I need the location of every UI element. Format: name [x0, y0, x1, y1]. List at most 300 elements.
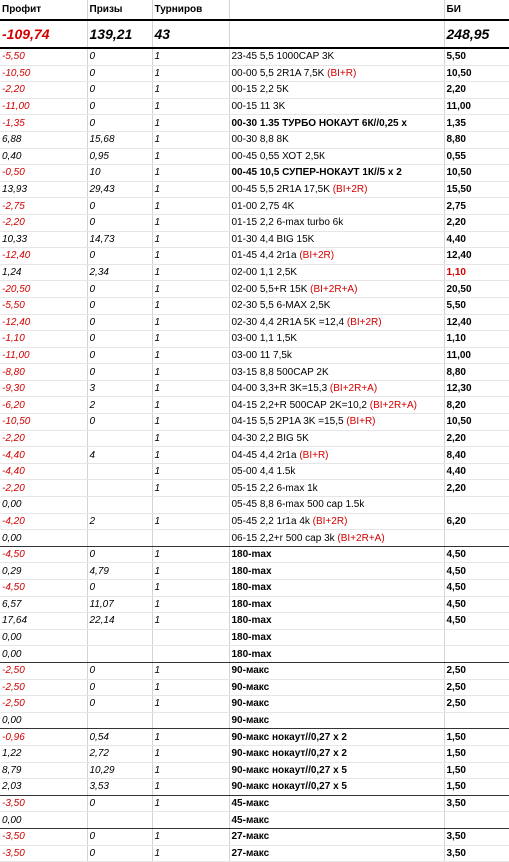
cell-tournaments[interactable]: [152, 530, 229, 547]
cell-bi[interactable]: [444, 497, 509, 514]
cell-tournaments[interactable]: 1: [152, 745, 229, 762]
cell-profit[interactable]: -2,20: [0, 82, 87, 99]
cell-description[interactable]: [229, 812, 444, 829]
cell-bi[interactable]: 2,75: [444, 198, 509, 215]
cell-bi[interactable]: 1,50: [444, 762, 509, 779]
cell-tournaments[interactable]: 1: [152, 828, 229, 845]
header-profit[interactable]: Профит: [0, 0, 87, 20]
description-text: 04-15 5,5 2P1A 3K =15,5: [231, 416, 344, 428]
cell-profit[interactable]: 0,00: [0, 712, 87, 729]
cell-bi[interactable]: 10,50: [444, 65, 509, 82]
cell-tournaments[interactable]: 1: [152, 314, 229, 331]
cell-prizes[interactable]: 14,73: [87, 231, 152, 248]
cell-bi[interactable]: 1,35: [444, 115, 509, 132]
cell-tournaments[interactable]: 1: [152, 414, 229, 431]
cell-description[interactable]: [229, 414, 444, 431]
cell-bi[interactable]: 2,50: [444, 696, 509, 713]
cell-prizes[interactable]: [87, 712, 152, 729]
cell-bi[interactable]: [444, 812, 509, 829]
buyin-note: (BI+2R): [346, 316, 382, 328]
cell-bi[interactable]: 2,20: [444, 480, 509, 497]
cell-tournaments[interactable]: 1: [152, 248, 229, 265]
cell-prizes[interactable]: 29,43: [87, 181, 152, 198]
cell-prizes[interactable]: 10,29: [87, 762, 152, 779]
cell-bi[interactable]: 2,20: [444, 430, 509, 447]
buyin-note: (BI+2R): [312, 515, 348, 527]
cell-description[interactable]: [229, 198, 444, 215]
cell-bi[interactable]: 8,80: [444, 364, 509, 381]
cell-bi[interactable]: 2,20: [444, 214, 509, 231]
total-profit[interactable]: -109,74: [0, 20, 87, 48]
cell-profit[interactable]: -3,50: [0, 795, 87, 812]
cell-tournaments[interactable]: [152, 497, 229, 514]
cell-description[interactable]: [229, 712, 444, 729]
cell-profit[interactable]: -10,50: [0, 65, 87, 82]
cell-tournaments[interactable]: 1: [152, 65, 229, 82]
description-text: 90-макс нокаут//0,27 х 5: [231, 781, 347, 793]
cell-prizes[interactable]: [87, 497, 152, 514]
cell-tournaments[interactable]: 1: [152, 779, 229, 796]
description-text: 00-45 0,55 ХОТ 2,5К: [231, 150, 325, 162]
cell-prizes[interactable]: 11,07: [87, 596, 152, 613]
cell-description[interactable]: [229, 48, 444, 65]
cell-tournaments[interactable]: 1: [152, 696, 229, 713]
cell-profit[interactable]: -2,50: [0, 696, 87, 713]
cell-profit[interactable]: 0,00: [0, 812, 87, 829]
cell-prizes[interactable]: 0: [87, 198, 152, 215]
cell-description[interactable]: [229, 696, 444, 713]
table-row: [0, 165, 509, 182]
cell-tournaments[interactable]: 1: [152, 82, 229, 99]
cell-tournaments[interactable]: 1: [152, 364, 229, 381]
cell-prizes[interactable]: [87, 812, 152, 829]
cell-profit[interactable]: -11,00: [0, 347, 87, 364]
table-row: [0, 779, 509, 796]
cell-profit[interactable]: -9,30: [0, 380, 87, 397]
cell-bi[interactable]: 3,50: [444, 845, 509, 862]
description-text: 02-00 1,1 2,5K: [231, 267, 298, 279]
cell-description[interactable]: [229, 596, 444, 613]
cell-profit[interactable]: -4,40: [0, 447, 87, 464]
cell-profit[interactable]: 0,00: [0, 530, 87, 547]
description-text: 05-45 2,2 1r1a 4k: [231, 515, 310, 527]
cell-profit[interactable]: -4,40: [0, 463, 87, 480]
cell-tournaments[interactable]: 1: [152, 729, 229, 746]
cell-profit[interactable]: -2,50: [0, 662, 87, 679]
cell-tournaments[interactable]: 1: [152, 613, 229, 630]
cell-prizes[interactable]: [87, 629, 152, 646]
description-text: 01-00 2,75 4K: [231, 200, 295, 212]
cell-profit[interactable]: -4,50: [0, 546, 87, 563]
cell-bi[interactable]: 12,30: [444, 380, 509, 397]
description-text: 03-00 1,1 1,5K: [231, 333, 298, 345]
cell-tournaments[interactable]: 1: [152, 214, 229, 231]
cell-bi[interactable]: 10,50: [444, 165, 509, 182]
cell-profit[interactable]: 0,29: [0, 563, 87, 580]
cell-description[interactable]: [229, 447, 444, 464]
cell-bi[interactable]: 2,50: [444, 679, 509, 696]
cell-description[interactable]: [229, 563, 444, 580]
total-tournaments[interactable]: 43: [152, 20, 229, 48]
cell-description[interactable]: [229, 248, 444, 265]
cell-description[interactable]: [229, 762, 444, 779]
cell-prizes[interactable]: 0: [87, 845, 152, 862]
header-description[interactable]: [229, 0, 444, 20]
cell-description[interactable]: [229, 214, 444, 231]
cell-description[interactable]: [229, 98, 444, 115]
cell-prizes[interactable]: 22,14: [87, 613, 152, 630]
table-row: [0, 629, 509, 646]
cell-tournaments[interactable]: 1: [152, 679, 229, 696]
cell-bi[interactable]: 4,50: [444, 546, 509, 563]
table-row: [0, 148, 509, 165]
cell-profit[interactable]: -11,00: [0, 98, 87, 115]
cell-tournaments[interactable]: 1: [152, 231, 229, 248]
cell-description[interactable]: [229, 580, 444, 597]
table-row: [0, 613, 509, 630]
cell-tournaments[interactable]: 1: [152, 662, 229, 679]
cell-bi[interactable]: 12,40: [444, 314, 509, 331]
cell-bi[interactable]: 1,10: [444, 331, 509, 348]
cell-description[interactable]: [229, 264, 444, 281]
cell-prizes[interactable]: 0: [87, 828, 152, 845]
cell-tournaments[interactable]: 1: [152, 397, 229, 414]
cell-description[interactable]: [229, 314, 444, 331]
table-row: [0, 679, 509, 696]
cell-profit[interactable]: -1,10: [0, 331, 87, 348]
table-row: [0, 463, 509, 480]
cell-prizes[interactable]: 0: [87, 414, 152, 431]
buyin-note: (BI+R): [346, 416, 376, 428]
cell-tournaments[interactable]: 1: [152, 580, 229, 597]
cell-bi[interactable]: 10,50: [444, 414, 509, 431]
cell-prizes[interactable]: [87, 430, 152, 447]
cell-prizes[interactable]: 4: [87, 447, 152, 464]
cell-bi[interactable]: 4,40: [444, 231, 509, 248]
cell-description[interactable]: [229, 679, 444, 696]
cell-tournaments[interactable]: 1: [152, 480, 229, 497]
cell-profit[interactable]: -5,50: [0, 48, 87, 65]
cell-profit[interactable]: 0,00: [0, 646, 87, 663]
cell-prizes[interactable]: 2,34: [87, 264, 152, 281]
cell-description[interactable]: [229, 380, 444, 397]
cell-bi[interactable]: 8,20: [444, 397, 509, 414]
cell-description[interactable]: [229, 397, 444, 414]
cell-prizes[interactable]: 0: [87, 580, 152, 597]
cell-tournaments[interactable]: 1: [152, 148, 229, 165]
cell-tournaments[interactable]: 1: [152, 795, 229, 812]
cell-profit[interactable]: -20,50: [0, 281, 87, 298]
cell-description[interactable]: [229, 82, 444, 99]
cell-tournaments[interactable]: 1: [152, 198, 229, 215]
cell-tournaments[interactable]: 1: [152, 430, 229, 447]
cell-tournaments[interactable]: 1: [152, 297, 229, 314]
cell-bi[interactable]: 4,50: [444, 596, 509, 613]
cell-prizes[interactable]: [87, 480, 152, 497]
table-row: [0, 596, 509, 613]
cell-tournaments[interactable]: 1: [152, 98, 229, 115]
cell-prizes[interactable]: 0: [87, 662, 152, 679]
cell-prizes[interactable]: 2: [87, 513, 152, 530]
cell-profit[interactable]: 17,64: [0, 613, 87, 630]
cell-bi[interactable]: [444, 629, 509, 646]
table-row: [0, 115, 509, 132]
cell-bi[interactable]: [444, 712, 509, 729]
cell-prizes[interactable]: 0: [87, 48, 152, 65]
cell-tournaments[interactable]: 1: [152, 513, 229, 530]
cell-bi[interactable]: 1,50: [444, 745, 509, 762]
cell-bi[interactable]: 1,50: [444, 779, 509, 796]
cell-bi[interactable]: 8,80: [444, 131, 509, 148]
cell-prizes[interactable]: 10: [87, 165, 152, 182]
cell-prizes[interactable]: 0,95: [87, 148, 152, 165]
cell-prizes[interactable]: 3,53: [87, 779, 152, 796]
cell-prizes[interactable]: 0: [87, 546, 152, 563]
cell-profit[interactable]: -1,35: [0, 115, 87, 132]
cell-prizes[interactable]: 0: [87, 297, 152, 314]
header-tournaments[interactable]: Турниров: [152, 0, 229, 20]
cell-description[interactable]: [229, 281, 444, 298]
cell-bi[interactable]: 20,50: [444, 281, 509, 298]
cell-profit[interactable]: -3,50: [0, 828, 87, 845]
cell-profit[interactable]: -2,20: [0, 214, 87, 231]
table-row: [0, 314, 509, 331]
cell-tournaments[interactable]: [152, 712, 229, 729]
cell-prizes[interactable]: 0: [87, 331, 152, 348]
total-bi[interactable]: 248,95: [444, 20, 509, 48]
table-row: [0, 281, 509, 298]
cell-prizes[interactable]: 0: [87, 364, 152, 381]
cell-prizes[interactable]: 0: [87, 115, 152, 132]
description-text: 05-45 8,8 6-max 500 cap 1.5k: [231, 499, 365, 511]
cell-tournaments[interactable]: 1: [152, 347, 229, 364]
cell-tournaments[interactable]: 1: [152, 131, 229, 148]
cell-description[interactable]: [229, 463, 444, 480]
cell-profit[interactable]: 6,57: [0, 596, 87, 613]
header-bi[interactable]: БИ: [444, 0, 509, 20]
cell-prizes[interactable]: 3: [87, 380, 152, 397]
table-row: [0, 580, 509, 597]
description-text: 01-45 4,4 2r1a: [231, 250, 297, 262]
cell-prizes[interactable]: 0: [87, 82, 152, 99]
cell-bi[interactable]: 4,50: [444, 613, 509, 630]
cell-description[interactable]: [229, 181, 444, 198]
cell-prizes[interactable]: 0: [87, 795, 152, 812]
description-text: 180-max: [231, 565, 272, 577]
description-text: 05-15 2,2 6-max 1k: [231, 482, 318, 494]
cell-tournaments[interactable]: 1: [152, 48, 229, 65]
cell-profit[interactable]: -12,40: [0, 314, 87, 331]
table-row: [0, 546, 509, 563]
cell-bi[interactable]: [444, 646, 509, 663]
buyin-note: (BI+2R): [332, 184, 368, 196]
cell-description[interactable]: [229, 795, 444, 812]
table-row: [0, 646, 509, 663]
cell-profit[interactable]: -12,40: [0, 248, 87, 265]
cell-bi[interactable]: 1,10: [444, 264, 509, 281]
cell-tournaments[interactable]: [152, 629, 229, 646]
cell-profit[interactable]: 8,79: [0, 762, 87, 779]
cell-bi[interactable]: 3,50: [444, 795, 509, 812]
header-prizes[interactable]: Призы: [87, 0, 152, 20]
cell-tournaments[interactable]: 1: [152, 546, 229, 563]
cell-tournaments[interactable]: 1: [152, 380, 229, 397]
cell-description[interactable]: [229, 231, 444, 248]
cell-profit[interactable]: -6,20: [0, 397, 87, 414]
table-row: [0, 414, 509, 431]
cell-description[interactable]: [229, 148, 444, 165]
cell-bi[interactable]: 5,50: [444, 297, 509, 314]
cell-bi[interactable]: 11,00: [444, 347, 509, 364]
cell-prizes[interactable]: 0: [87, 314, 152, 331]
cell-tournaments[interactable]: [152, 812, 229, 829]
cell-profit[interactable]: 0,00: [0, 629, 87, 646]
cell-prizes[interactable]: 0: [87, 214, 152, 231]
cell-profit[interactable]: 0,40: [0, 148, 87, 165]
cell-description[interactable]: [229, 629, 444, 646]
cell-profit[interactable]: -8,80: [0, 364, 87, 381]
description-text: 00-00 5,5 2R1A 7,5K: [231, 67, 325, 79]
cell-description[interactable]: [229, 331, 444, 348]
description-text: 23-45 5,5 1000CAP 3K: [231, 51, 335, 63]
cell-profit[interactable]: 1,24: [0, 264, 87, 281]
cell-tournaments[interactable]: 1: [152, 264, 229, 281]
cell-description[interactable]: [229, 115, 444, 132]
cell-profit[interactable]: 10,33: [0, 231, 87, 248]
cell-description[interactable]: [229, 530, 444, 547]
cell-profit[interactable]: 0,00: [0, 497, 87, 514]
cell-profit[interactable]: 1,22: [0, 745, 87, 762]
cell-profit[interactable]: -2,75: [0, 198, 87, 215]
total-description[interactable]: [229, 20, 444, 48]
cell-bi[interactable]: 5,50: [444, 48, 509, 65]
cell-prizes[interactable]: 0: [87, 281, 152, 298]
cell-prizes[interactable]: 0: [87, 65, 152, 82]
cell-bi[interactable]: 4,40: [444, 463, 509, 480]
cell-description[interactable]: [229, 65, 444, 82]
cell-prizes[interactable]: 0: [87, 696, 152, 713]
cell-prizes[interactable]: 15,68: [87, 131, 152, 148]
cell-tournaments[interactable]: 1: [152, 463, 229, 480]
description-text: 90-макс нокаут//0,27 х 2: [231, 731, 347, 743]
cell-tournaments[interactable]: 1: [152, 563, 229, 580]
cell-profit[interactable]: 2,03: [0, 779, 87, 796]
description-text: 90-макс: [231, 681, 270, 693]
table-row: [0, 745, 509, 762]
buyin-note: (BI+2R+A): [310, 283, 358, 295]
cell-description[interactable]: [229, 828, 444, 845]
cell-profit[interactable]: -2,20: [0, 480, 87, 497]
cell-tournaments[interactable]: 1: [152, 762, 229, 779]
description-text: 180-max: [231, 632, 272, 644]
cell-bi[interactable]: 0,55: [444, 148, 509, 165]
cell-bi[interactable]: 2,50: [444, 662, 509, 679]
cell-prizes[interactable]: 2: [87, 397, 152, 414]
cell-description[interactable]: [229, 430, 444, 447]
cell-bi[interactable]: 4,50: [444, 580, 509, 597]
cell-bi[interactable]: 1,50: [444, 729, 509, 746]
cell-prizes[interactable]: [87, 463, 152, 480]
cell-description[interactable]: [229, 165, 444, 182]
description-text: 04-15 2,2+R 500CAP 2K=10,2: [231, 399, 367, 411]
table-row: [0, 214, 509, 231]
cell-bi[interactable]: 8,40: [444, 447, 509, 464]
cell-description[interactable]: [229, 497, 444, 514]
cell-description[interactable]: [229, 845, 444, 862]
cell-profit[interactable]: -4,20: [0, 513, 87, 530]
total-prizes[interactable]: 139,21: [87, 20, 152, 48]
cell-bi[interactable]: 4,50: [444, 563, 509, 580]
cell-prizes[interactable]: 0: [87, 347, 152, 364]
cell-description[interactable]: [229, 480, 444, 497]
cell-prizes[interactable]: [87, 646, 152, 663]
cell-bi[interactable]: 6,20: [444, 513, 509, 530]
cell-prizes[interactable]: 0: [87, 248, 152, 265]
cell-profit[interactable]: -0,96: [0, 729, 87, 746]
cell-description[interactable]: [229, 546, 444, 563]
cell-description[interactable]: [229, 729, 444, 746]
cell-bi[interactable]: 15,50: [444, 181, 509, 198]
cell-tournaments[interactable]: 1: [152, 115, 229, 132]
description-text: 04-00 3,3+R 3K=15,3: [231, 383, 328, 395]
cell-tournaments[interactable]: 1: [152, 181, 229, 198]
cell-tournaments[interactable]: 1: [152, 845, 229, 862]
description-text: 00-45 5,5 2R1A 17,5K: [231, 184, 330, 196]
cell-bi[interactable]: 3,50: [444, 828, 509, 845]
cell-prizes[interactable]: 4,79: [87, 563, 152, 580]
cell-profit[interactable]: 13,93: [0, 181, 87, 198]
cell-description[interactable]: [229, 364, 444, 381]
cell-profit[interactable]: -2,20: [0, 430, 87, 447]
cell-description[interactable]: [229, 297, 444, 314]
cell-profit[interactable]: -10,50: [0, 414, 87, 431]
cell-description[interactable]: [229, 662, 444, 679]
cell-tournaments[interactable]: 1: [152, 281, 229, 298]
cell-profit[interactable]: -3,50: [0, 845, 87, 862]
cell-description[interactable]: [229, 131, 444, 148]
cell-bi[interactable]: [444, 530, 509, 547]
cell-prizes[interactable]: [87, 530, 152, 547]
cell-description[interactable]: [229, 613, 444, 630]
cell-description[interactable]: [229, 646, 444, 663]
cell-tournaments[interactable]: 1: [152, 165, 229, 182]
cell-prizes[interactable]: 0,54: [87, 729, 152, 746]
table-row: [0, 65, 509, 82]
cell-prizes[interactable]: 2,72: [87, 745, 152, 762]
cell-profit[interactable]: -4,50: [0, 580, 87, 597]
cell-description[interactable]: [229, 745, 444, 762]
cell-tournaments[interactable]: 1: [152, 447, 229, 464]
cell-bi[interactable]: 2,20: [444, 82, 509, 99]
table-row: [0, 131, 509, 148]
cell-tournaments[interactable]: 1: [152, 596, 229, 613]
cell-description[interactable]: [229, 513, 444, 530]
description-text: 04-45 4,4 2r1a: [231, 449, 297, 461]
cell-description[interactable]: [229, 779, 444, 796]
cell-profit[interactable]: -5,50: [0, 297, 87, 314]
cell-bi[interactable]: 11,00: [444, 98, 509, 115]
cell-tournaments[interactable]: [152, 646, 229, 663]
cell-profit[interactable]: 6,88: [0, 131, 87, 148]
cell-profit[interactable]: -2,50: [0, 679, 87, 696]
cell-prizes[interactable]: 0: [87, 679, 152, 696]
cell-profit[interactable]: -0,50: [0, 165, 87, 182]
cell-description[interactable]: [229, 347, 444, 364]
cell-prizes[interactable]: 0: [87, 98, 152, 115]
cell-tournaments[interactable]: 1: [152, 331, 229, 348]
cell-bi[interactable]: 12,40: [444, 248, 509, 265]
buyin-note: (BI+2R): [299, 250, 335, 262]
